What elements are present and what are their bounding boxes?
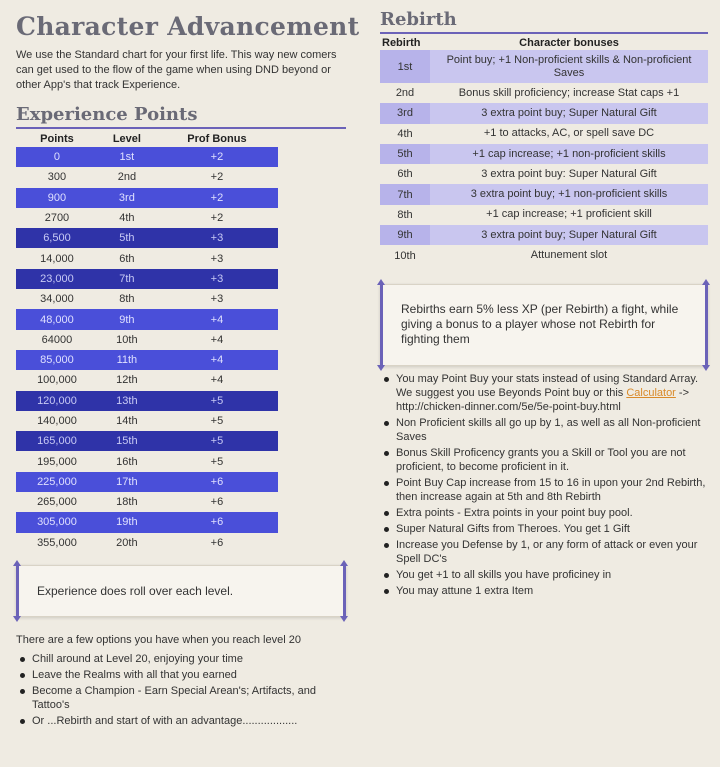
table-row — [380, 205, 708, 225]
xp-level-cell: 2nd — [117, 171, 137, 184]
xp-prof-bonus-cell: +4 — [210, 333, 224, 346]
column-header-level: Level — [112, 133, 141, 145]
xp-points-cell: 300 — [47, 171, 67, 184]
xp-level-cell: 7th — [98, 269, 156, 289]
rebirth-bonus-cell: +1 cap increase; +1 non-proficient skills — [430, 144, 708, 164]
xp-prof-bonus-cell: +5 — [210, 415, 224, 427]
table-row — [16, 208, 278, 228]
rebirth-number-cell: 1st — [380, 50, 430, 83]
list-item — [380, 372, 708, 414]
list-item: Super Natural Gifts from Theroes. You get 1 Gift — [380, 522, 708, 536]
xp-prof-bonus-cell: +3 — [210, 252, 224, 265]
xp-points-cell: 195,000 — [37, 455, 77, 468]
point-buy-text: You may Point Buy your stats instead of using Standard Array. We suggest you use Beyonds Point buy or this — [396, 372, 699, 399]
rebirth-bonus-cell: 3 extra point buy: Super Natural Gift — [481, 167, 657, 180]
xp-level-cell: 13th — [98, 391, 156, 411]
xp-level-cell: 9th — [98, 309, 156, 329]
table-row — [380, 144, 708, 164]
rebirth-number-cell: 5th — [380, 144, 430, 164]
xp-points-cell: 23,000 — [16, 269, 98, 289]
xp-points-cell: 34,000 — [40, 293, 74, 306]
rebirth-bonus-cell: Bonus skill proficiency; increase Stat caps +1 — [458, 86, 680, 99]
table-row — [380, 103, 708, 123]
xp-prof-bonus-cell: +4 — [210, 374, 224, 387]
experience-note-box — [16, 565, 346, 617]
xp-level-cell: 11th — [98, 350, 156, 370]
xp-points-cell: 900 — [16, 188, 98, 208]
xp-points-cell: 355,000 — [37, 536, 77, 549]
rebirth-note-box — [380, 284, 708, 366]
table-row — [16, 167, 278, 187]
xp-points-cell: 165,000 — [16, 431, 98, 451]
xp-level-cell: 16th — [116, 455, 138, 468]
list-item: Leave the Realms with all that you earned — [16, 668, 346, 682]
xp-level-cell: 12th — [116, 374, 138, 387]
xp-prof-bonus-cell: +5 — [156, 431, 278, 451]
xp-prof-bonus-cell: +3 — [156, 228, 278, 248]
rebirth-bullets-list — [380, 372, 708, 598]
table-row — [16, 411, 278, 431]
rebirth-number-cell: 6th — [397, 168, 413, 181]
table-row — [380, 225, 708, 245]
note-right-bar — [705, 285, 708, 365]
table-row — [16, 451, 278, 471]
xp-level-cell: 20th — [116, 536, 138, 549]
table-row — [16, 512, 278, 532]
rebirth-number-cell: 7th — [380, 184, 430, 204]
xp-points-cell: 120,000 — [16, 391, 98, 411]
table-row — [16, 147, 278, 167]
list-item: Chill around at Level 20, enjoying your time — [16, 652, 346, 666]
rebirth-table-body — [380, 50, 708, 266]
note-right-bar — [343, 566, 346, 616]
calculator-link[interactable]: Calculator — [626, 386, 676, 399]
rebirth-heading: Rebirth — [380, 9, 457, 30]
rebirth-number-cell: 9th — [380, 225, 430, 245]
list-item: You get +1 to all skills you have proficiney in — [380, 568, 708, 582]
column-header-points: Points — [40, 133, 74, 145]
xp-points-cell: 6,500 — [16, 228, 98, 248]
xp-points-cell: 0 — [16, 147, 98, 167]
table-row — [16, 309, 278, 329]
rebirth-number-cell: 8th — [397, 208, 413, 221]
table-row — [16, 431, 278, 451]
table-row — [16, 370, 278, 390]
rebirth-bonus-cell: Point buy; +1 Non-proficient skills & Non-proficient Saves — [430, 50, 708, 83]
table-row — [16, 350, 278, 370]
table-row — [16, 188, 278, 208]
rebirth-note-text: Rebirths earn 5% less XP (per Rebirth) a fight, while giving a bonus to a player whose not Rebirth for fighting them — [401, 302, 679, 347]
table-row — [16, 248, 278, 268]
table-row — [16, 269, 278, 289]
xp-prof-bonus-cell: +3 — [156, 269, 278, 289]
rebirth-bonus-cell: +1 cap increase; +1 proficient skill — [486, 208, 652, 221]
list-item: Become a Champion - Earn Special Arean's; Artifacts, and Tattoo's — [16, 684, 346, 712]
rebirth-bonus-cell: 3 extra point buy; Super Natural Gift — [430, 103, 708, 123]
list-item: Point Buy Cap increase from 15 to 16 in upon your 2nd Rebirth, then increase again at 5th and 8th Rebirth — [380, 476, 708, 504]
left-column — [16, 10, 360, 730]
xp-prof-bonus-cell: +5 — [210, 455, 224, 468]
experience-note-text: Experience does roll over each level. — [37, 583, 234, 598]
xp-level-cell: 18th — [116, 496, 138, 509]
table-row — [16, 330, 278, 350]
experience-table-header — [16, 131, 278, 147]
xp-points-cell: 14,000 — [40, 252, 74, 265]
list-item: Bonus Skill Proficency grants you a Skill or Tool you are not proficient, to become proficient in it. — [380, 446, 708, 474]
rebirth-number-cell: 4th — [397, 127, 413, 140]
rebirth-table — [380, 36, 708, 266]
point-buy-url-text: -> http://chicken-dinner.com/5e/5e-point-buy.html — [396, 386, 690, 413]
table-row — [16, 533, 278, 553]
page-title: Character Advancement — [16, 12, 360, 41]
table-row — [16, 391, 278, 411]
xp-level-cell: 3rd — [98, 188, 156, 208]
xp-prof-bonus-cell: +4 — [156, 309, 278, 329]
rebirth-bonus-cell: Attunement slot — [530, 249, 608, 262]
note-left-bar — [380, 285, 383, 365]
xp-prof-bonus-cell: +2 — [156, 188, 278, 208]
xp-points-cell: 100,000 — [37, 374, 77, 387]
xp-prof-bonus-cell: +6 — [210, 496, 224, 509]
rebirth-number-cell: 10th — [394, 249, 416, 262]
xp-points-cell: 48,000 — [16, 309, 98, 329]
list-item: Extra points - Extra points in your point buy pool. — [380, 506, 708, 520]
column-header-rebirth: Rebirth — [382, 37, 421, 49]
xp-level-cell: 6th — [119, 252, 135, 265]
column-header-prof-bonus: Prof Bonus — [187, 133, 247, 145]
xp-level-cell: 17th — [98, 472, 156, 492]
xp-prof-bonus-cell: +2 — [210, 171, 224, 184]
intro-paragraph: We use the Standard chart for your first life. This way new comers can get used to the flow of the game when using DND beyond or other App's that track Experience. — [16, 49, 337, 91]
list-item: Or ...Rebirth and start of with an advantage.................. — [16, 714, 346, 728]
xp-level-cell: 14th — [116, 415, 138, 427]
xp-points-cell: 225,000 — [16, 472, 98, 492]
xp-level-cell: 5th — [98, 228, 156, 248]
xp-prof-bonus-cell: +4 — [156, 350, 278, 370]
table-row — [380, 164, 708, 184]
experience-heading-wrap — [16, 103, 346, 129]
note-left-bar — [16, 566, 19, 616]
xp-prof-bonus-cell: +5 — [156, 391, 278, 411]
right-column — [380, 8, 708, 600]
rebirth-number-cell: 2nd — [395, 87, 415, 100]
xp-level-cell: 19th — [98, 512, 156, 532]
xp-prof-bonus-cell: +6 — [156, 512, 278, 532]
xp-prof-bonus-cell: +3 — [210, 293, 224, 306]
column-header-character-bonuses: Character bonuses — [519, 37, 619, 49]
table-row — [16, 228, 278, 248]
table-row — [16, 492, 278, 512]
experience-table — [16, 131, 278, 553]
experience-table-body — [16, 147, 278, 553]
table-row — [380, 50, 708, 83]
table-row — [16, 289, 278, 309]
list-item: Increase you Defense by 1, or any form of attack or even your Spell DC's — [380, 538, 708, 566]
xp-points-cell: 265,000 — [37, 496, 77, 509]
xp-level-cell: 15th — [98, 431, 156, 451]
table-row — [380, 245, 708, 265]
xp-prof-bonus-cell: +2 — [210, 212, 224, 225]
xp-prof-bonus-cell: +2 — [156, 147, 278, 167]
rebirth-bonus-cell: +1 to attacks, AC, or spell save DC — [483, 127, 655, 140]
xp-level-cell: 8th — [119, 293, 135, 306]
list-item: You may attune 1 extra Item — [380, 584, 708, 598]
rebirth-bonus-cell: 3 extra point buy; +1 non-proficient skills — [430, 184, 708, 204]
xp-points-cell: 140,000 — [37, 415, 77, 427]
xp-points-cell: 305,000 — [16, 512, 98, 532]
table-row — [16, 472, 278, 492]
xp-prof-bonus-cell: +6 — [156, 472, 278, 492]
level20-options-list — [16, 652, 346, 728]
rebirth-number-cell: 3rd — [380, 103, 430, 123]
xp-points-cell: 2700 — [44, 212, 70, 225]
experience-points-heading: Experience Points — [16, 104, 198, 125]
xp-level-cell: 1st — [98, 147, 156, 167]
rebirth-table-header — [380, 36, 708, 50]
table-row — [380, 83, 708, 103]
table-row — [380, 124, 708, 144]
level20-intro: There are a few options you have when you reach level 20 — [16, 633, 301, 646]
xp-level-cell: 10th — [116, 333, 138, 346]
xp-points-cell: 85,000 — [16, 350, 98, 370]
rebirth-heading-wrap — [380, 8, 708, 34]
xp-points-cell: 64000 — [41, 333, 73, 346]
list-item: Non Proficient skills all go up by 1, as well as all Non-proficient Saves — [380, 416, 708, 444]
rebirth-bonus-cell: 3 extra point buy; Super Natural Gift — [430, 225, 708, 245]
xp-level-cell: 4th — [119, 212, 135, 225]
table-row — [380, 184, 708, 204]
xp-prof-bonus-cell: +6 — [210, 536, 224, 549]
